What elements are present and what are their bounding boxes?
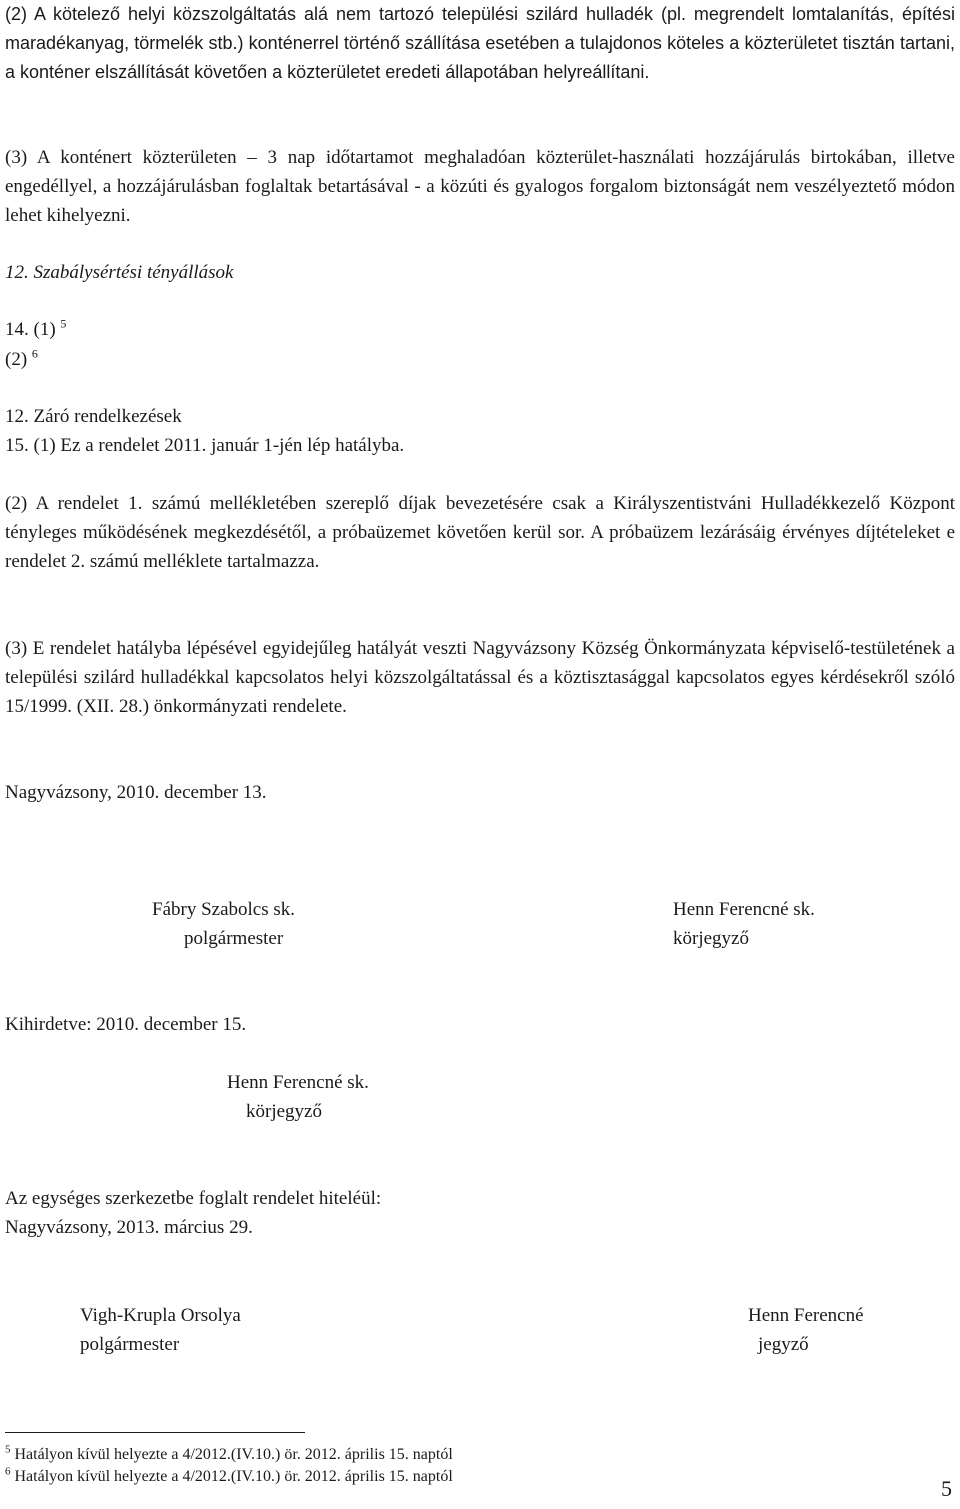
section-15-3: (3) E rendelet hatályba lépésével egyidejűleg hatályát veszti Nagyvázsony Község Önkormányzata képviselő-testületének a települési szilárd hulladékkal kapcsolatos helyi közszolgáltatással és a köztisztasággal kapcsolatos egyes kérdésekről szóló 15/1999. (XII. 28.) önkormányzati rendelete. <box>5 638 955 717</box>
page-number: 5 <box>941 1476 952 1501</box>
section-14-2 <box>5 345 38 374</box>
signature-title: polgármester <box>80 1334 180 1355</box>
paragraph-3: (3) A konténert közterületen – 3 nap időtartamot meghaladóan közterület-használati hozzájárulás birtokában, illetve engedéllyel, a hozzájárulásban foglaltak betartásával - a közúti és gyalogos forgalom biztonságát nem veszélyeztető módon lehet kihelyezni. <box>5 147 955 226</box>
footnote-text: Hatályon kívül helyezte a 4/2012.(IV.10.) ör. 2012. április 15. naptól <box>14 1446 453 1463</box>
consolidated-line-2: Nagyvázsony, 2013. március 29. <box>5 1217 253 1238</box>
footnote-ref-6[interactable]: 6 <box>31 346 38 361</box>
signature-notary-1 <box>673 895 815 953</box>
signature-mayor-1 <box>152 895 295 953</box>
section-14-2-label: (2) <box>5 349 28 370</box>
footnote-6 <box>5 1466 453 1488</box>
signature-name: Fábry Szabolcs sk. <box>152 899 296 920</box>
consolidated-line-1: Az egységes szerkezetbe foglalt rendelet hiteléül: <box>5 1188 382 1209</box>
signature-notary-3 <box>748 1301 864 1359</box>
announced: Kihirdetve: 2010. december 15. <box>5 1014 247 1035</box>
paragraph-2: (2) A kötelező helyi közszolgáltatás alá nem tartozó települési szilárd hulladék (pl. megrendelt lomtalanítás, építési maradékanyag, törmelék stb.) konténerrel történő szállítása esetében a tulajdonos köteles a közterületet tisztán tartani, a konténer elszállítását követően a közterületet eredeti állapotában helyreállítani. <box>5 4 955 82</box>
footnote-ref-5[interactable]: 5 <box>60 316 67 331</box>
heading-closing: 12. Záró rendelkezések <box>5 406 182 427</box>
footnote-5 <box>5 1444 453 1466</box>
signature-title: jegyző <box>758 1334 809 1355</box>
signature-name: Vigh-Krupla Orsolya <box>80 1305 241 1326</box>
heading-offences: 12. Szabálysértési tényállások <box>5 262 234 283</box>
section-14-1 <box>5 315 66 344</box>
footnote-text: Hatályon kívül helyezte a 4/2012.(IV.10.) ör. 2012. április 15. naptól <box>14 1468 453 1485</box>
signature-name: Henn Ferencné sk. <box>673 899 815 920</box>
footnote-number: 5 <box>5 1443 11 1456</box>
place-date: Nagyvázsony, 2010. december 13. <box>5 782 267 803</box>
signature-title: körjegyző <box>673 928 749 949</box>
signature-name: Henn Ferencné <box>748 1305 864 1326</box>
footnote-number: 6 <box>5 1465 11 1478</box>
section-14-1-label: 14. (1) <box>5 319 56 340</box>
signature-name: Henn Ferencné sk. <box>227 1072 369 1093</box>
section-15-2: (2) A rendelet 1. számú mellékletében szereplő díjak bevezetésére csak a Királyszentistváni Hulladékkezelő Központ tényleges működésének megkezdésétől, a próbaüzemet követően kerül sor. A próbaüzem lezárásáig érvényes díjtételeket e rendelet 2. számú melléklete tartalmazza. <box>5 493 955 572</box>
signature-mayor-2 <box>80 1301 241 1359</box>
signature-title: körjegyző <box>246 1101 322 1122</box>
signature-title: polgármester <box>184 928 284 949</box>
signature-notary-2 <box>227 1068 369 1126</box>
footnote-divider <box>5 1432 305 1433</box>
section-15-1: 15. (1) Ez a rendelet 2011. január 1-jén lép hatályba. <box>5 435 405 456</box>
